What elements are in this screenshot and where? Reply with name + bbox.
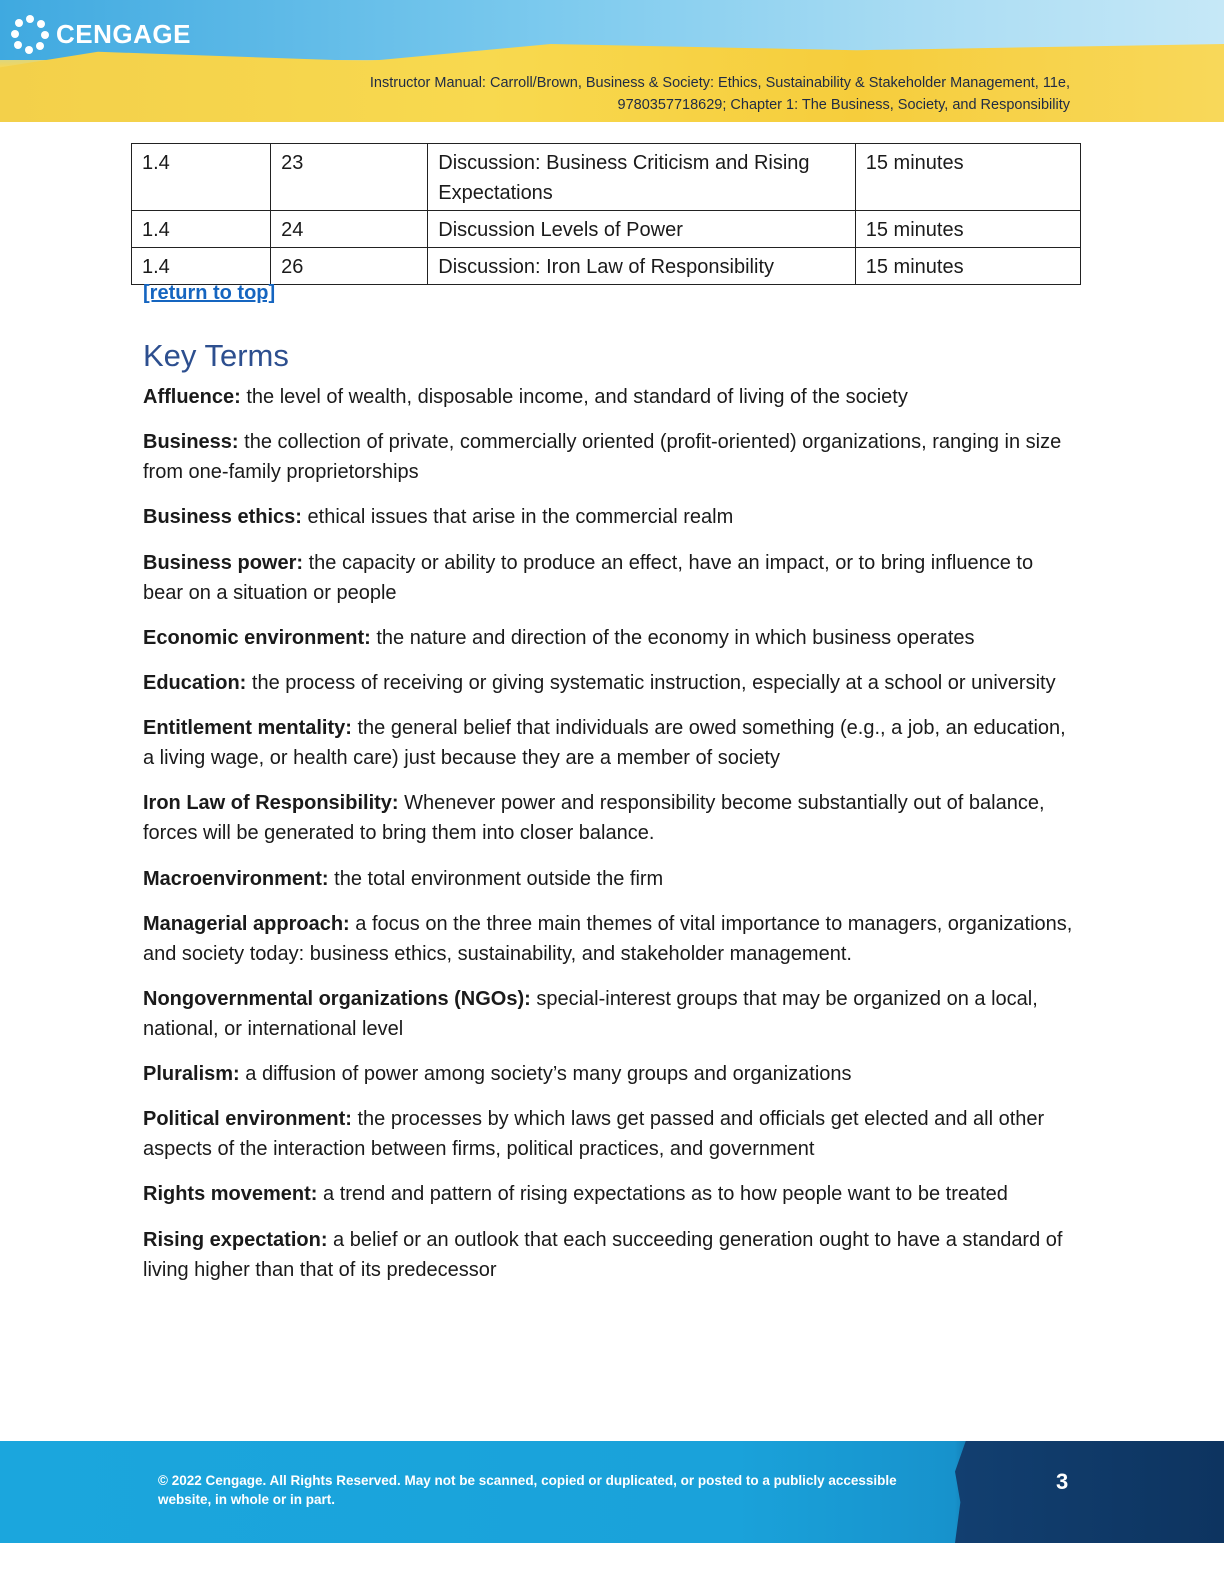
term-name: Economic environment: bbox=[143, 626, 371, 649]
term-definition: a focus on the three main themes of vital importance to managers, organizations, and society today: business ethics, sustainability, and stakeholder management. bbox=[143, 912, 1073, 965]
page-footer bbox=[0, 1441, 1224, 1543]
page-header bbox=[0, 0, 1224, 122]
key-term-item bbox=[143, 788, 1078, 848]
key-terms-list bbox=[143, 382, 1078, 1300]
term-name: Entitlement mentality: bbox=[143, 717, 352, 740]
term-definition: ethical issues that arise in the commercial realm bbox=[301, 506, 734, 529]
table-cell-lo: 1.4 bbox=[132, 211, 271, 248]
term-name: Managerial approach: bbox=[143, 912, 350, 935]
term-definition: the collection of private, commercially oriented (profit-oriented) organizations, ranging in size from one-family proprietorships bbox=[143, 431, 1062, 484]
term-definition: the capacity or ability to produce an effect, have an impact, or to bring influence to bear on a situation or people bbox=[143, 551, 1034, 604]
key-term-item bbox=[143, 909, 1078, 969]
table-row bbox=[132, 248, 1081, 285]
header-caption bbox=[170, 72, 1070, 116]
term-name: Business power: bbox=[143, 551, 304, 574]
key-term-item bbox=[143, 427, 1078, 487]
term-name: Business ethics: bbox=[143, 506, 302, 529]
term-name: Affluence: bbox=[143, 386, 241, 408]
key-term-item bbox=[143, 864, 1078, 894]
key-term-item bbox=[143, 548, 1078, 608]
term-name: Business: bbox=[143, 431, 239, 454]
key-term-item bbox=[143, 1059, 1078, 1089]
copyright-notice: © 2022 Cengage. All Rights Reserved. May not be scanned, copied or duplicated, or posted to a publicly accessible website, in whole or in part. bbox=[158, 1473, 897, 1507]
page-number: 3 bbox=[1056, 1469, 1069, 1494]
term-definition: a diffusion of power among society’s many groups and organizations bbox=[239, 1063, 852, 1086]
term-definition: the processes by which laws get passed and officials get elected and all other aspects of the interaction between firms, political practices, and government bbox=[143, 1108, 1045, 1161]
term-definition: Whenever power and responsibility become substantially out of balance, forces will be generated to bring them into closer balance. bbox=[143, 792, 1045, 845]
cengage-logo bbox=[10, 14, 191, 54]
table-cell-time: 15 minutes bbox=[855, 211, 1080, 248]
table-cell-activity: Discussion: Business Criticism and Rising Expectations bbox=[428, 144, 855, 211]
term-definition: the level of wealth, disposable income, and standard of living of the society bbox=[240, 386, 908, 408]
term-name: Political environment: bbox=[143, 1108, 352, 1131]
footer-dark-panel bbox=[955, 1441, 1224, 1543]
activity-table bbox=[131, 143, 1081, 285]
table-cell-lo: 1.4 bbox=[132, 144, 271, 211]
key-term-item bbox=[143, 623, 1078, 653]
key-term-item bbox=[143, 984, 1078, 1044]
key-term-item bbox=[143, 1179, 1078, 1209]
table-cell-time: 15 minutes bbox=[855, 248, 1080, 285]
table-cell-activity: Discussion: Iron Law of Responsibility bbox=[428, 248, 855, 285]
term-definition: the general belief that individuals are owed something (e.g., a job, an education, a living wage, or health care) just because they are a member of society bbox=[143, 717, 1066, 770]
cengage-star-icon bbox=[10, 14, 50, 54]
key-term-item bbox=[143, 502, 1078, 532]
logo-wordmark: CENGAGE bbox=[56, 18, 191, 49]
return-to-top-link[interactable]: [return to top] bbox=[143, 282, 276, 304]
term-name: Iron Law of Responsibility: bbox=[143, 792, 399, 815]
header-caption-line-1: Instructor Manual: Carroll/Brown, Business & Society: Ethics, Sustainability & Stakeholder Management, 11e, bbox=[369, 75, 1070, 91]
term-name: Education: bbox=[143, 671, 247, 694]
header-caption-line-2: 9780357718629; Chapter 1: The Business, Society, and Responsibility bbox=[617, 97, 1070, 113]
key-term-item bbox=[143, 382, 1078, 412]
table-cell-time: 15 minutes bbox=[855, 144, 1080, 211]
key-terms-heading: Key Terms bbox=[143, 338, 289, 373]
table-cell-lo: 1.4 bbox=[132, 248, 271, 285]
term-definition: a trend and pattern of rising expectations as to how people want to be treated bbox=[317, 1183, 1008, 1206]
term-definition: the total environment outside the firm bbox=[328, 867, 664, 890]
term-name: Pluralism: bbox=[143, 1063, 240, 1086]
table-cell-page: 24 bbox=[271, 211, 428, 248]
table-cell-page: 23 bbox=[271, 144, 428, 211]
table-row bbox=[132, 211, 1081, 248]
key-term-item bbox=[143, 713, 1078, 773]
term-definition: the nature and direction of the economy in which business operates bbox=[370, 626, 975, 649]
table-cell-page: 26 bbox=[271, 248, 428, 285]
table-row bbox=[132, 144, 1081, 211]
term-definition: special-interest groups that may be organized on a local, national, or international level bbox=[143, 987, 1038, 1040]
term-name: Nongovernmental organizations (NGOs): bbox=[143, 987, 531, 1010]
key-term-item bbox=[143, 1104, 1078, 1164]
term-name: Rights movement: bbox=[143, 1183, 318, 1206]
term-definition: the process of receiving or giving systematic instruction, especially at a school or university bbox=[246, 671, 1056, 694]
key-term-item bbox=[143, 668, 1078, 698]
table-cell-activity: Discussion Levels of Power bbox=[428, 211, 855, 248]
term-name: Rising expectation: bbox=[143, 1228, 328, 1251]
term-definition: a belief or an outlook that each succeeding generation ought to have a standard of living higher than that of its predecessor bbox=[143, 1228, 1063, 1281]
term-name: Macroenvironment: bbox=[143, 867, 329, 890]
key-term-item bbox=[143, 1225, 1078, 1285]
